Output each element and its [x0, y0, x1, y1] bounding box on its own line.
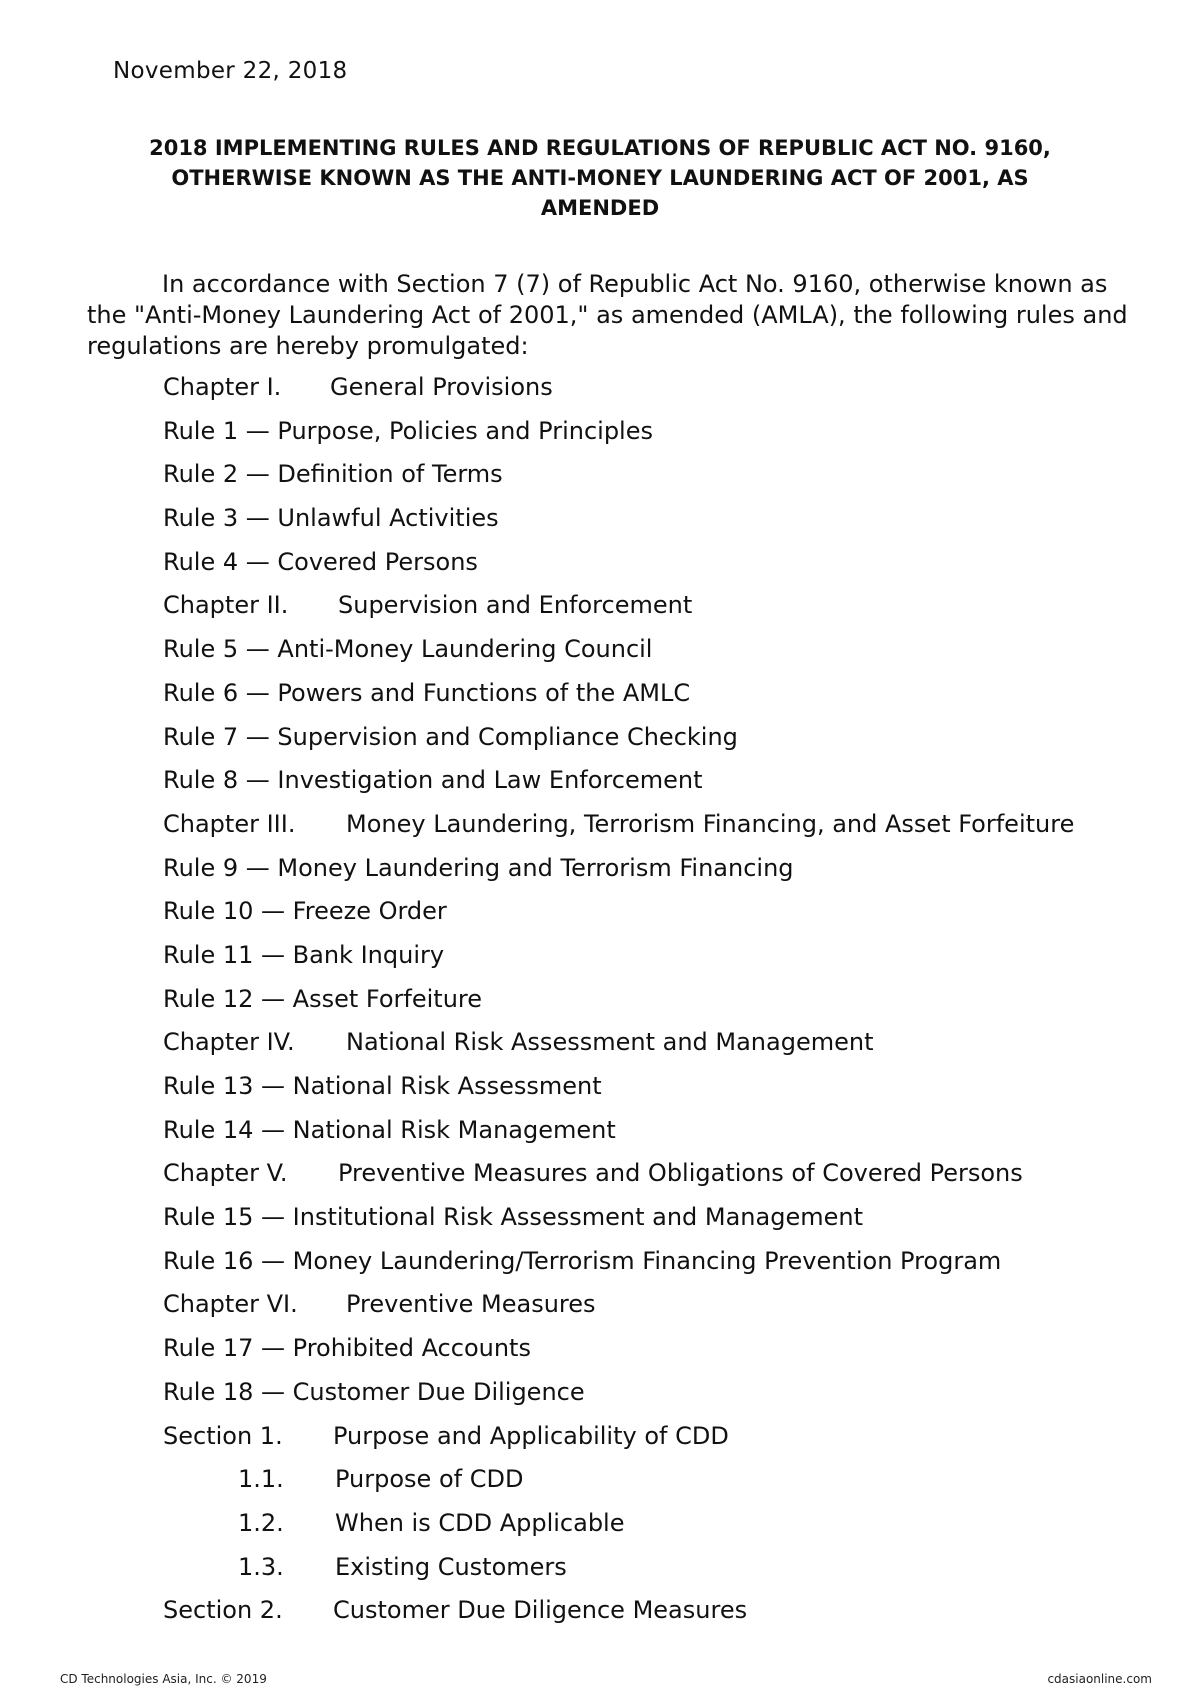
chapter-title: Supervision and Enforcement [338, 591, 693, 620]
footer-website: cdasiaonline.com [1047, 1672, 1152, 1686]
subsection-title: When is CDD Applicable [335, 1508, 625, 1537]
subsection-label: 1.3. [238, 1552, 284, 1581]
toc-rule [0, 897, 1200, 941]
toc-rule [0, 1203, 1200, 1247]
chapter-label: Chapter II. [163, 591, 289, 620]
intro-paragraph [87, 269, 1127, 362]
toc-rule [0, 766, 1200, 810]
chapter-label: Chapter VI. [163, 1290, 298, 1319]
title-line: 2018 IMPLEMENTING RULES AND REGULATIONS OF REPUBLIC ACT NO. 9160, [149, 136, 1051, 160]
subsection-label: 1.1. [238, 1465, 284, 1494]
toc-chapter [0, 1028, 1200, 1072]
chapter-title: Preventive Measures [346, 1290, 596, 1319]
document-title [80, 133, 1120, 223]
intro-line: the "Anti-Money Laundering Act of 2001," as amended (AMLA), the following rules and [87, 301, 1128, 329]
subsection-title: Purpose of CDD [335, 1465, 524, 1494]
rule-text: Rule 12 — Asset Forfeiture [163, 984, 483, 1013]
toc-rule [0, 417, 1200, 461]
section-title: Purpose and Applicability of CDD [333, 1421, 729, 1450]
toc-rule [0, 1072, 1200, 1116]
rule-text: Rule 15 — Institutional Risk Assessment and Management [163, 1203, 863, 1232]
rule-text: Rule 17 — Prohibited Accounts [163, 1334, 531, 1363]
rule-text: Rule 2 — Definition of Terms [163, 460, 503, 489]
section-label: Section 1. [163, 1421, 283, 1450]
rule-text: Rule 7 — Supervision and Compliance Checking [163, 722, 738, 751]
subsection-label: 1.2. [238, 1508, 284, 1537]
rule-text: Rule 8 — Investigation and Law Enforcement [163, 766, 703, 795]
title-line: AMENDED [540, 196, 660, 220]
toc-rule [0, 1378, 1200, 1422]
section-title: Customer Due Diligence Measures [333, 1596, 748, 1625]
rule-text: Rule 14 — National Risk Management [163, 1115, 616, 1144]
chapter-title: General Provisions [330, 373, 553, 401]
toc-rule [0, 548, 1200, 592]
chapter-title: Preventive Measures and Obligations of Covered Persons [338, 1159, 1023, 1188]
rule-text: Rule 10 — Freeze Order [163, 897, 447, 926]
subsection-title: Existing Customers [335, 1552, 567, 1581]
chapter-label: Chapter III. [163, 809, 296, 838]
toc-chapter [0, 1290, 1200, 1334]
rule-text: Rule 3 — Unlawful Activities [163, 504, 499, 533]
toc-rule [0, 1334, 1200, 1378]
toc-rule [0, 1247, 1200, 1291]
toc-chapter [0, 810, 1200, 854]
toc-chapter [0, 591, 1200, 635]
toc-section [0, 1596, 1200, 1640]
rule-text: Rule 5 — Anti-Money Laundering Council [163, 635, 653, 664]
toc-rule [0, 635, 1200, 679]
intro-line: regulations are hereby promulgated: [87, 332, 529, 360]
toc-subsection [0, 1509, 1200, 1553]
rule-text: Rule 1 — Purpose, Policies and Principles [163, 416, 653, 445]
intro-line: In accordance with Section 7 (7) of Republic Act No. 9160, otherwise known as [162, 270, 1108, 298]
chapter-title: National Risk Assessment and Management [346, 1028, 874, 1057]
document-date: November 22, 2018 [113, 58, 348, 84]
toc-subsection [0, 1553, 1200, 1597]
toc-rule [0, 723, 1200, 767]
footer-copyright: CD Technologies Asia, Inc. © 2019 [60, 1672, 267, 1686]
toc-rule [0, 679, 1200, 723]
rule-text: Rule 4 — Covered Persons [163, 547, 478, 576]
toc-chapter [0, 1159, 1200, 1203]
toc-rule [0, 854, 1200, 898]
section-label: Section 2. [163, 1596, 283, 1625]
chapter-label: Chapter I. [163, 373, 282, 401]
toc-rule [0, 985, 1200, 1029]
chapter-title: Money Laundering, Terrorism Financing, and Asset Forfeiture [346, 809, 1075, 838]
rule-text: Rule 18 — Customer Due Diligence [163, 1377, 585, 1406]
rule-text: Rule 6 — Powers and Functions of the AMLC [163, 678, 691, 707]
toc-section [0, 1422, 1200, 1466]
rule-text: Rule 13 — National Risk Assessment [163, 1072, 602, 1100]
rule-text: Rule 9 — Money Laundering and Terrorism Financing [163, 853, 794, 882]
toc-subsection [0, 1465, 1200, 1509]
toc-rule [0, 504, 1200, 548]
chapter-label: Chapter IV. [163, 1028, 295, 1057]
toc-chapter [0, 373, 1200, 417]
toc-rule [0, 941, 1200, 985]
toc-rule [0, 460, 1200, 504]
title-line: OTHERWISE KNOWN AS THE ANTI-MONEY LAUNDERING ACT OF 2001, AS [171, 166, 1029, 190]
chapter-label: Chapter V. [163, 1159, 288, 1188]
rule-text: Rule 16 — Money Laundering/Terrorism Financing Prevention Program [163, 1246, 1002, 1275]
toc-rule [0, 1116, 1200, 1160]
rule-text: Rule 11 — Bank Inquiry [163, 940, 445, 969]
table-of-contents [0, 373, 1200, 1640]
